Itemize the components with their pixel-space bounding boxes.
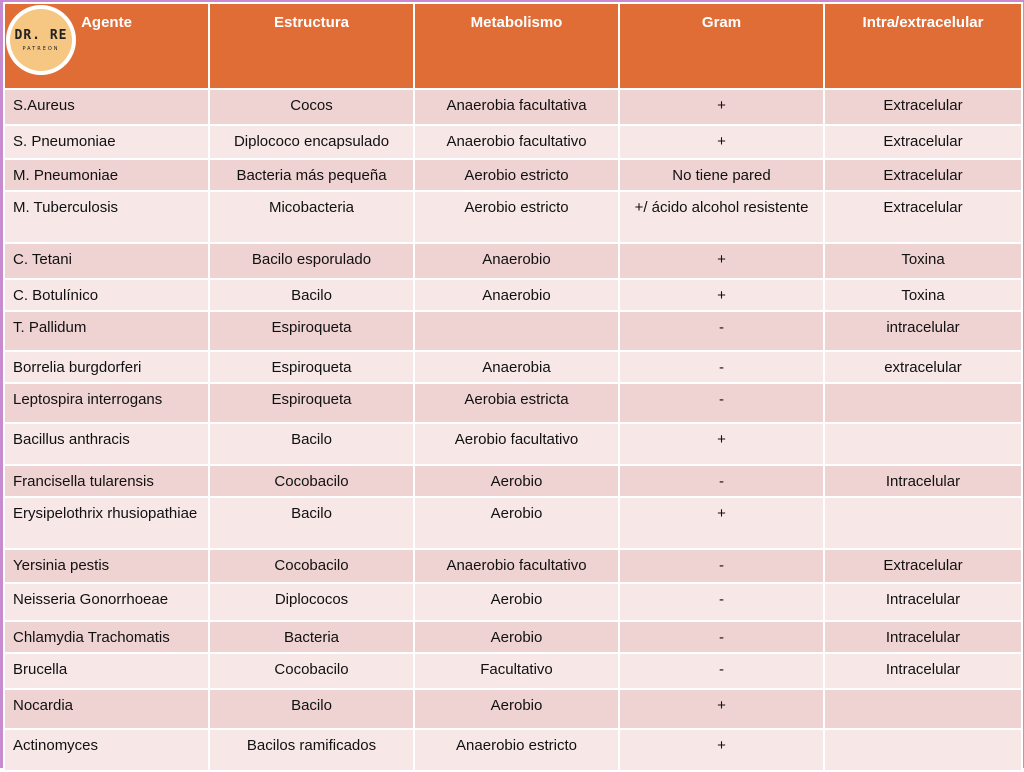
- cell-gram: +: [619, 125, 824, 159]
- cell-gram: +: [619, 729, 824, 771]
- table-row: [4, 311, 1022, 351]
- cell-metabolismo: Aerobio estricto: [414, 191, 619, 243]
- logo-title: DR. RE: [14, 28, 68, 43]
- cell-agente: Nocardia: [4, 689, 209, 729]
- cell-metabolismo: Aerobio: [414, 465, 619, 497]
- table-row: [4, 159, 1022, 191]
- cell-gram: No tiene pared: [619, 159, 824, 191]
- cell-gram: -: [619, 621, 824, 653]
- cell-metabolismo: Facultativo: [414, 653, 619, 689]
- cell-intra-extracelular: Toxina: [824, 279, 1022, 311]
- cell-gram: -: [619, 383, 824, 423]
- table-row: [4, 279, 1022, 311]
- cell-metabolismo: Aerobio: [414, 621, 619, 653]
- cell-metabolismo: Aerobia estricta: [414, 383, 619, 423]
- cell-intra-extracelular: [824, 383, 1022, 423]
- cell-estructura: Bacilo: [209, 689, 414, 729]
- cell-agente: M. Pneumoniae: [4, 159, 209, 191]
- cell-intra-extracelular: Extracelular: [824, 191, 1022, 243]
- header-intra-extracelular: Intra/extracelular: [824, 3, 1022, 89]
- table-row: [4, 689, 1022, 729]
- cell-agente: Leptospira interrogans: [4, 383, 209, 423]
- header-metabolismo: Metabolismo: [414, 3, 619, 89]
- cell-intra-extracelular: Extracelular: [824, 89, 1022, 125]
- cell-gram: -: [619, 549, 824, 583]
- cell-gram: +: [619, 689, 824, 729]
- cell-intra-extracelular: Toxina: [824, 243, 1022, 279]
- cell-metabolismo: Anaerobio facultativo: [414, 125, 619, 159]
- cell-gram: -: [619, 653, 824, 689]
- cell-gram: -: [619, 465, 824, 497]
- cell-intra-extracelular: Extracelular: [824, 125, 1022, 159]
- cell-gram: +: [619, 243, 824, 279]
- cell-estructura: Espiroqueta: [209, 383, 414, 423]
- cell-metabolismo: Aerobio: [414, 497, 619, 549]
- cell-intra-extracelular: Extracelular: [824, 159, 1022, 191]
- table-row: [4, 243, 1022, 279]
- cell-estructura: Cocos: [209, 89, 414, 125]
- cell-metabolismo: Anaerobio facultativo: [414, 549, 619, 583]
- logo: [6, 5, 76, 75]
- cell-metabolismo: Anaerobia: [414, 351, 619, 383]
- cell-estructura: Diplococos: [209, 583, 414, 621]
- cell-metabolismo: Anaerobio: [414, 279, 619, 311]
- cell-agente: Francisella tularensis: [4, 465, 209, 497]
- cell-agente: Neisseria Gonorrhoeae: [4, 583, 209, 621]
- logo-subtitle: PATREON: [22, 46, 60, 52]
- table-row: [4, 583, 1022, 621]
- cell-estructura: Cocobacilo: [209, 549, 414, 583]
- cell-metabolismo: [414, 311, 619, 351]
- cell-estructura: Bacilo: [209, 423, 414, 465]
- cell-gram: +: [619, 279, 824, 311]
- cell-intra-extracelular: [824, 497, 1022, 549]
- cell-intra-extracelular: Intracelular: [824, 583, 1022, 621]
- cell-metabolismo: Anaerobio: [414, 243, 619, 279]
- cell-agente: Erysipelothrix rhusiopathiae: [4, 497, 209, 549]
- cell-estructura: Espiroqueta: [209, 351, 414, 383]
- cell-metabolismo: Anaerobia facultativa: [414, 89, 619, 125]
- cell-intra-extracelular: [824, 423, 1022, 465]
- cell-gram: +: [619, 497, 824, 549]
- cell-agente: Bacillus anthracis: [4, 423, 209, 465]
- cell-gram: -: [619, 351, 824, 383]
- cell-estructura: Cocobacilo: [209, 465, 414, 497]
- cell-gram: -: [619, 311, 824, 351]
- cell-estructura: Cocobacilo: [209, 653, 414, 689]
- cell-agente: Brucella: [4, 653, 209, 689]
- table-row: [4, 383, 1022, 423]
- cell-agente: C. Botulínico: [4, 279, 209, 311]
- table-row: [4, 549, 1022, 583]
- table-row: [4, 729, 1022, 771]
- cell-agente: Actinomyces: [4, 729, 209, 771]
- cell-estructura: Micobacteria: [209, 191, 414, 243]
- cell-intra-extracelular: intracelular: [824, 311, 1022, 351]
- cell-metabolismo: Aerobio estricto: [414, 159, 619, 191]
- logo-badge: [10, 9, 72, 71]
- cell-agente: M. Tuberculosis: [4, 191, 209, 243]
- cell-estructura: Bacteria más pequeña: [209, 159, 414, 191]
- cell-agente: Chlamydia Trachomatis: [4, 621, 209, 653]
- table-row: [4, 191, 1022, 243]
- table-row: [4, 423, 1022, 465]
- cell-gram: +: [619, 89, 824, 125]
- cell-agente: S.Aureus: [4, 89, 209, 125]
- cell-estructura: Bacteria: [209, 621, 414, 653]
- table-row: [4, 653, 1022, 689]
- cell-intra-extracelular: Intracelular: [824, 465, 1022, 497]
- table-row: [4, 621, 1022, 653]
- cell-agente: Borrelia burgdorferi: [4, 351, 209, 383]
- cell-gram: -: [619, 583, 824, 621]
- cell-gram: +/ ácido alcohol resistente: [619, 191, 824, 243]
- table-row: [4, 125, 1022, 159]
- cell-estructura: Espiroqueta: [209, 311, 414, 351]
- cell-metabolismo: Anaerobio estricto: [414, 729, 619, 771]
- cell-estructura: Diplococo encapsulado: [209, 125, 414, 159]
- cell-metabolismo: Aerobio facultativo: [414, 423, 619, 465]
- cell-intra-extracelular: [824, 729, 1022, 771]
- cell-metabolismo: Aerobio: [414, 583, 619, 621]
- table-row: [4, 497, 1022, 549]
- header-gram: Gram: [619, 3, 824, 89]
- cell-agente: C. Tetani: [4, 243, 209, 279]
- header-agente: Agente: [4, 3, 209, 89]
- table-header-row: [4, 3, 1022, 89]
- table-row: [4, 465, 1022, 497]
- cell-intra-extracelular: Intracelular: [824, 621, 1022, 653]
- cell-estructura: Bacilo: [209, 279, 414, 311]
- cell-metabolismo: Aerobio: [414, 689, 619, 729]
- cell-estructura: Bacilo: [209, 497, 414, 549]
- cell-intra-extracelular: Extracelular: [824, 549, 1022, 583]
- header-estructura: Estructura: [209, 3, 414, 89]
- table-body: [4, 89, 1022, 771]
- table-row: [4, 89, 1022, 125]
- cell-agente: T. Pallidum: [4, 311, 209, 351]
- cell-intra-extracelular: [824, 689, 1022, 729]
- cell-agente: Yersinia pestis: [4, 549, 209, 583]
- cell-estructura: Bacilo esporulado: [209, 243, 414, 279]
- cell-intra-extracelular: extracelular: [824, 351, 1022, 383]
- cell-intra-extracelular: Intracelular: [824, 653, 1022, 689]
- cell-estructura: Bacilos ramificados: [209, 729, 414, 771]
- table-row: [4, 351, 1022, 383]
- bacteria-table: [3, 2, 1023, 772]
- cell-agente: S. Pneumoniae: [4, 125, 209, 159]
- cell-gram: +: [619, 423, 824, 465]
